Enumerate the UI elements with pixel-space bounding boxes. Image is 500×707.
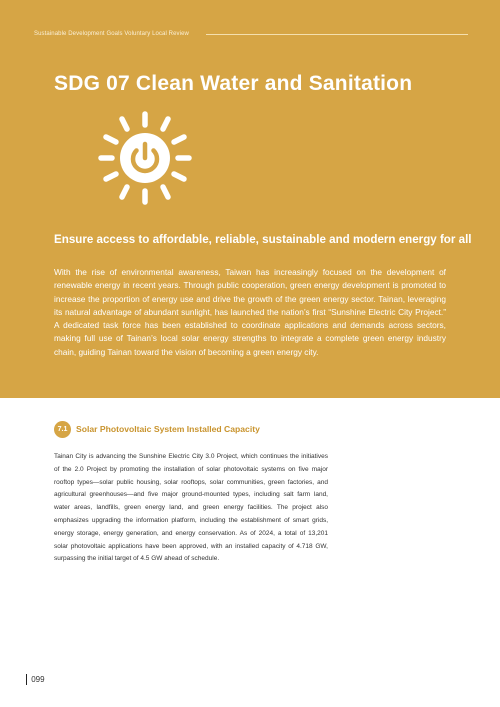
section-number-badge: 7.1 [54,421,71,438]
page-footer [26,673,45,685]
page-title: SDG 07 Clean Water and Sanitation [54,72,413,95]
section-title: Solar Photovoltaic System Installed Capacity [76,424,260,434]
goal-subtitle: Ensure access to affordable, reliable, sustainable and modern energy for all [54,233,472,246]
running-header: Sustainable Development Goals Voluntary Local Review [34,31,189,37]
section-heading [54,420,260,438]
intro-paragraph: With the rise of environmental awareness, Taiwan has increasingly focused on the development of renewable energy in recent years. Through public cooperation, green energy development is promoted to increase the proportion of energy use and drive the growth of the green energy sector. Tainan, leveraging its natural advantage of abundant sunlight, has launched the nation’s first “Sunshine Electric City Project.” A dedicated task force has been established to coordinate applications and demands across sectors, making full use of Tainan’s local solar energy strengths to integrate a complete green energy industry chain, guiding Tainan toward the vision of becoming a green energy city. [54,267,446,357]
footer-bar [26,674,27,685]
sun-power-icon [95,108,195,208]
section-body: Tainan City is advancing the Sunshine Electric City 3.0 Project, which continues the initiatives of the 2.0 Project by promoting the installation of solar photovoltaic systems on five major rooftop types—solar public housing, solar rooftops, solar communities, green factories, and agricultural greenhouses—and five major ground-mounted types, including salt farm land, water areas, landfills, green energy land, and green energy facilities. The project also emphasizes upgrading the information platform, including the establishment of smart grids, energy storage, energy generation, and energy conservation. As of 2024, a total of 13,201 solar photovoltaic applications have been approved, with an installed capacity of 4.718 GW, surpassing the initial target of 4.5 GW ahead of schedule. [54,453,328,563]
page-number: 099 [31,674,45,684]
header-rule [206,34,468,35]
